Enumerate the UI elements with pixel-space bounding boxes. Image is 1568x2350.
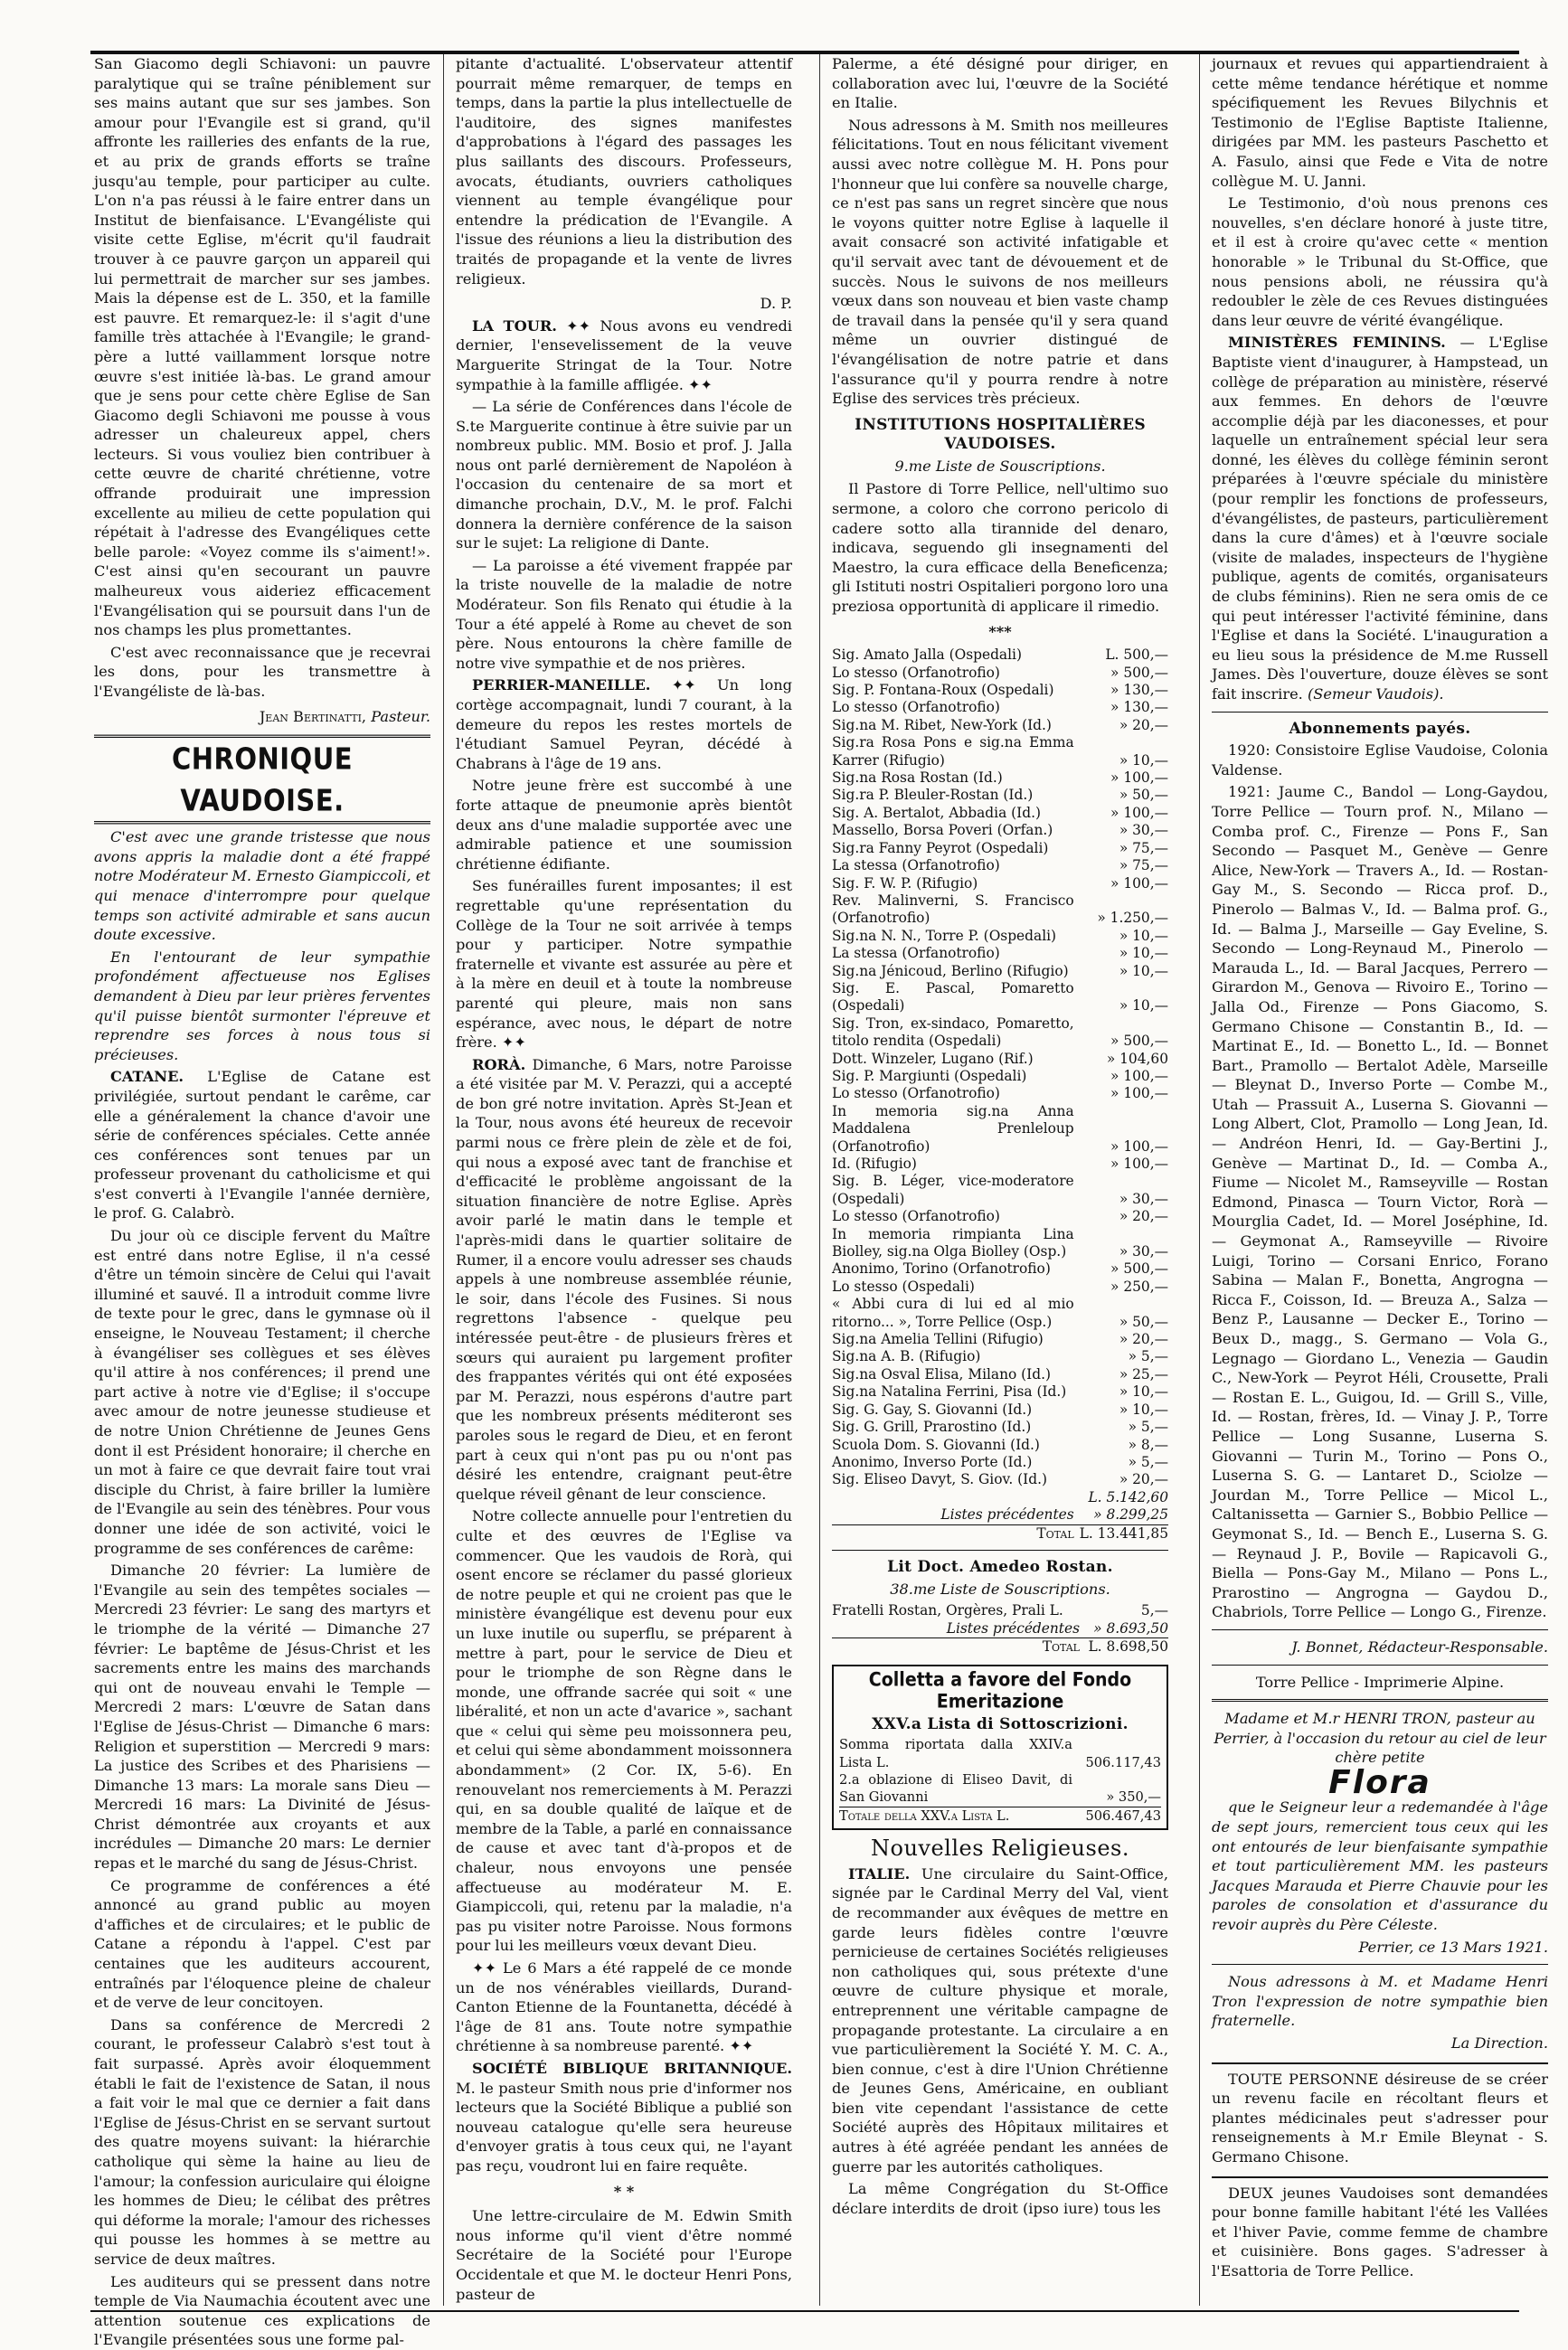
box-row: Totale della XXV.a Lista L. [839, 1807, 1072, 1825]
ledger-amount: » 8,— [1128, 1436, 1168, 1453]
section-heading: Nouvelles Religieuses. [871, 1836, 1129, 1862]
ledger-amount: » 500,— [1110, 1260, 1168, 1278]
box-title: Colletta a favore del Fondo Emeritazione [868, 1669, 1132, 1713]
ledger-row [832, 840, 1168, 857]
family-notice [1212, 1709, 1548, 2053]
ledger-name: Rev. Malinverni, S. Francisco (Orfanotrofio) [832, 892, 1074, 927]
ledger-row [832, 1051, 1168, 1068]
classified-ad [1212, 2176, 1548, 2281]
ledger-name: Sig.na Natalina Ferrini, Pisa (Id.) [832, 1383, 1067, 1401]
paragraph: ✦✦ Le 6 Mars a été rappelé de ce monde un de nos vénérables vieillards, Durand-Canton Etienne de la Fountanetta, décédé à l'âge de 81 ans. Toute notre sympathie chrétienne à sa nombreuse parenté. ✦✦ [456, 1959, 792, 2055]
ledger-row [832, 857, 1168, 874]
ledger-row [832, 980, 1168, 1015]
emeritazione-box [832, 1665, 1168, 1830]
ledger-row [832, 682, 1168, 699]
paragraph [456, 1055, 792, 1505]
ledger-amount: » 104,60 [1106, 1050, 1168, 1067]
ledger-name: Dott. Winzeler, Lugano (Rif.) [832, 1050, 1034, 1067]
lead-in: RORÀ. [472, 1055, 526, 1073]
ledger-name: Sig.na Osval Elisa, Milano (Id.) [832, 1365, 1052, 1383]
ledger-name: « Abbi cura di lui ed al mio ritorno... », Torre Pellice (Osp.) [832, 1296, 1074, 1330]
paragraph: Dimanche 20 février: La lumière de l'Evangile au sein des tempêtes sociales — Mercredi 23 février: Le sang des martyrs et le triomphe de la vérité — Dimanche 27 février: Le baptême de Jésus-Christ et les sacrements entre les mains des marchands qui ont de nouveau envahi le Temple — Mercredi 2 mars: L'œuvre de Satan dans l'Eglise de Jésus-Christ — Dimanche 6 mars: Religion et superstition — Mercredi 9 mars: La justice des Scribes et des Pharisiens — Dimanche 13 mars: La morale sans Dieu — Mercredi 16 mars: La Divinité de Jésus-Christ démontrée aux croyants et aux incrédules — Dimanche 20 mars: Le dernier repas et le marché du sang de Jésus-Christ. [94, 1562, 430, 1873]
paragraph: La même Congrégation du St-Office déclare interdits de droit (ipso iure) tous les [832, 2180, 1168, 2217]
paragraph: Il Pastore di Torre Pellice, nell'ultimo suo sermone, a coloro che corrono pericolo di cadere sotto alla tirannide del denaro, indicava, seguendo gli insegnamenti del Maestro, la cura efficace della Beneficenza; gli Istituti nostri Ospitalieri porgono loro una preziosa opportunità di applicare il rimedio. [832, 480, 1168, 616]
ledger-prev-label: Listes précédentes [946, 1619, 1080, 1637]
ledger-row [832, 892, 1168, 928]
ledger-name: Sig. A. Bertalot, Abbadia (Id.) [832, 804, 1041, 821]
ledger-name: Sig.na Amelia Tellini (Rifugio) [832, 1331, 1044, 1348]
divider [1212, 1629, 1548, 1630]
ledger-name: In memoria sig.na Anna Maddalena Prenleloup (Orfanotrofio) [832, 1102, 1074, 1155]
ledger-row [832, 1226, 1168, 1261]
signature: D. P. [760, 295, 792, 313]
paragraph-text: M. le pasteur Smith nous prie d'informer nos lecteurs que la Société Biblique a publié son nouveau catalogue qu'elle sera heureuse d'envoyer gratis à tous ceux qui, ne l'ayant pas reçu, voudront lui en faire requête. [456, 2079, 792, 2175]
ledger-row [832, 1348, 1168, 1365]
lead-in: CATANE. [110, 1068, 184, 1086]
paragraph-text: ✦✦ Un long cortège accompagnait, lundi 7 courant, à la demeure du repos les restes mortels de l'étudiant Samuel Peyran, décédé à Chabrans à l'âge de 19 ans. [456, 676, 792, 772]
paragraph: Une lettre-circulaire de M. Edwin Smith nous informe qu'il vient d'être nommé Secrétaire de la Société pour l'Europe Occidentale et que M. le docteur Henri Pons, pasteur de [456, 2207, 792, 2303]
ledger-name: Scuola Dom. S. Giovanni (Id.) [832, 1436, 1040, 1453]
column-4 [1212, 54, 1548, 2306]
section-banner: CHRONIQUE VAUDOISE. [94, 735, 430, 825]
paragraph [456, 2059, 792, 2176]
ledger-amount: » 130,— [1110, 682, 1168, 699]
ledger-amount: » 10,— [1119, 1401, 1168, 1418]
subscription-ledger [832, 646, 1168, 1543]
ledger-row [832, 699, 1168, 716]
paragraph-text: — L'Eglise Baptiste vient d'inaugurer, à Hampstead, un collège de préparation au ministère, réservé aux femmes. En dehors de l'œuvre accomplie déjà par les diaconesses, et pour laquelle un entraînement spécial leur sera donné, les élèves du collège féminin seront préparées à l'œuvre spéciale du ministère (pour remplir les fonctions de professeurs, d'évangélistes, de pasteurs, particulièrement dans la cure d'âmes) et à l'œuvre sociale (visite de malades, inspecteurs de l'hygiène publique, agents de comités, organisateurs de clubs féminins). Rien ne sera omis de ce qui peut intéresser l'activité féminine, dans l'Eglise et dans la Société. L'inauguration a eu lieu sous la présidence de M.me Russell James. Dès l'ouverture, douze élèves se sont fait inscrire. [1212, 334, 1548, 703]
ad-text: DEUX jeunes Vaudoises sont demandées pour bonne famille habitant l'été les Vallées et l'hiver Pavie, comme femme de chambre et cuisinière. Bons gages. S'adresser à l'Esattoria de Torre Pellice. [1212, 2184, 1548, 2279]
ledger-amount: » 100,— [1110, 804, 1168, 821]
ledger-row [832, 1402, 1168, 1419]
ledger-amount: 5,— [1140, 1602, 1168, 1619]
ledger-row [832, 1437, 1168, 1454]
ledger-amount: » 130,— [1110, 699, 1168, 716]
ledger-amount: » 10,— [1119, 997, 1168, 1015]
ledger-amount: » 250,— [1110, 1278, 1168, 1295]
ledger-row [832, 1331, 1168, 1348]
ledger-subtotal: L. 5.142,60 [1088, 1488, 1168, 1505]
paragraph: C'est avec reconnaissance que je recevrai les dons, pour les transmettre à l'Evangéliste de là-bas. [94, 643, 430, 700]
ledger-name: Anonimo, Inverso Porte (Id.) [832, 1453, 1033, 1470]
ledger-row [832, 1279, 1168, 1296]
ledger-total: L. 8.698,50 [1080, 1637, 1168, 1656]
classified-ad [1212, 2062, 1548, 2167]
paragraph: Du jour où ce disciple fervent du Maître est entré dans notre Eglise, il n'a cessé d'être un témoin sincère de Celui qui l'avait illuminé et sauvé. Il a introduit comme livre de texte pour le grec, dans le gymnase où il enseigne, le Nouveau Testament; il cherche à évangéliser ses collègues et ses élèves qu'il attire à nos conférences; il prend une part active à notre vie d'Eglise; il s'occupe avec amour de notre jeunesse studieuse et de notre Union Chrétienne de Jeunes Gens dont il est Président honoraire; il cherche en un mot à faire ce que devrait faire tout vrai disciple du Christ, à faire briller la lumière de l'Evangile au sein des ténèbres. Pour vous donner une idée de son activité, voici le programme de ses conférences de carême: [94, 1227, 430, 1557]
ledger-row [832, 769, 1168, 787]
ledger-row [832, 822, 1168, 839]
paragraph: Notre collecte annuelle pour l'entretien du culte et des œuvres de l'Eglise va commencer. Que les vaudois de Rorà, qui osent encore se réclamer du passé glorieux de notre peuple et qui ne croient pas que le ministère évangélique est devenu pour eux un luxe inutile ou superflu, se préparent à mettre à part, pour le service de Dieu et pour le triomphe de son Règne dans le monde, une offrande sacrée qui soit « une libéralité, et non un acte d'avarice », sachant que « celui qui sème peu moissonnera peu, et celui qui sème abondamment moissonnera abondamment» (2 Cor. IX, 5-6). En renouvelant nos remerciements à M. Perazzi qui, en sa double qualité de laïque et de membre de la Table, a parlé en connaissance de cause et avec tant d'à-propos et de chaleur, nous envoyons une pensée affectueuse au modérateur M. E. Giampiccoli, qui, retenu par la maladie, n'a pas pu visiter notre Paroisse. Nous formons pour lui les meilleurs vœux devant Dieu. [456, 1507, 792, 1955]
ledger-amount: » 75,— [1119, 857, 1168, 874]
box-amount: 506.117,43 [1085, 1754, 1161, 1770]
ledger-row [832, 717, 1168, 734]
ledger-amount: L. 500,— [1105, 646, 1168, 664]
box-amount: » 350,— [1106, 1789, 1161, 1806]
paragraph: Palerme, a été désigné pour diriger, en collaboration avec lui, l'œuvre de la Société en Italie. [832, 55, 1168, 112]
ledger-row [832, 646, 1168, 664]
ledger-amount: » 30,— [1119, 1190, 1168, 1207]
ledger-name: Sig. B. Léger, vice-moderatore (Ospedali) [832, 1173, 1074, 1207]
ledger-name: Lo stesso (Orfanotrofio) [832, 1085, 1000, 1102]
ledger-name: Sig. P. Margiunti (Ospedali) [832, 1067, 1027, 1084]
divider [1212, 712, 1548, 713]
ledger-name: Sig. G. Grill, Prarostino (Id.) [832, 1419, 1032, 1436]
box-row: 2.a oblazione di Eliseo Davit, di San Giovanni [839, 1771, 1072, 1806]
ledger-row [832, 1366, 1168, 1383]
ledger-amount: » 100,— [1110, 1156, 1168, 1172]
box-amount: 506.467,43 [1072, 1807, 1161, 1825]
paragraph: Notre jeune frère est succombé à une forte attaque de pneumonie après bientôt deux ans d'une maladie supportée avec une admirable patience et une soumission chrétienne édifiante. [456, 777, 792, 873]
notice-text: que le Seigneur leur a redemandée à l'âge de sept jours, remercient tous ceux qui les ont entourés de leur bienfaisante sympathie et tout particulièrement MM. les pasteurs Jacques Marauda et Pierre Chauvie pour les paroles de consolation et d'assurance du revoir auprès du Père Céleste. [1212, 1798, 1548, 1934]
source-note: (Semeur Vaudois). [1307, 685, 1444, 703]
paragraph: Dans sa conférence de Mercredi 2 courant, le professeur Calabrò s'est tout à fait surpassé. Après avoir éloquemment établi le fait de l'existence de Satan, il nous a fait voir le mal que ce dernier a fait dans l'Eglise de Jésus-Christ en se servant surtout des quatre moyens suivant: la hiérarchie catholique qui sème la haine au lieu de l'amour; la confession auriculaire qui éloigne les hommes de Dieu; le célibat des prêtres qui déforme la morale; l'amour des richesses qui pousse les hommes à se mettre au service de deux maîtres. [94, 2015, 430, 2268]
separator-stars: *** [988, 622, 1012, 640]
paragraph [94, 1067, 430, 1223]
paragraph-text: Une circulaire du Saint-Office, signée par le Cardinal Merry del Val, vient de recommander aux évêques de mettre en garde leurs fidèles contre l'œuvre pernicieuse de certaines Sociétés religieuses non catholiques qui, sous prétexte d'une œuvre de culture physique et morale, entreprennent une véritable campagne de propagande protestante. La circulaire a en vue particulièrement la Société Y. M. C. A., bien connue, c'est à dire l'Union Chrétienne de Jeunes Gens, Américaine, en oubliant bien vite cependant l'assistance de cette Société auprès des Hôpitaux militaires et autres à été agréée pendant les années de guerre par les autorités catholiques. [832, 1864, 1168, 2175]
ledger-row [832, 1173, 1168, 1208]
box-subtitle: XXV.a Lista di Sottoscrizioni. [872, 1714, 1129, 1733]
ledger-name: Sig.na M. Ribet, New-York (Id.) [832, 716, 1052, 733]
ledger-row [832, 1471, 1168, 1488]
ledger-total-label: Total [832, 1637, 1080, 1656]
paragraph-text: L'Eglise de Catane est privilégiée, surtout pendant le carême, car elle a généralement la chance d'avoir une série de conférences spéciales. Cette année ces conférences sont tenues par un professeur provenant du catholicisme et qui s'est converti à l'Evangile l'année dernière, le prof. G. Calabrò. [94, 1068, 430, 1222]
ledger-row [832, 928, 1168, 945]
lead-in: PERRIER-MANEILLE. [472, 676, 651, 694]
ledger-total: L. 13.441,85 [1074, 1524, 1168, 1543]
ledger-row [832, 665, 1168, 682]
box-ledger [839, 1736, 1161, 1825]
paragraph: Le Testimonio, d'où nous prenons ces nouvelles, s'en déclare honoré à juste titre, et il est à croire qu'avec cette « mention honorable » le Tribunal du St-Office, que nous pensions aboli, ne réussira qu'à redoubler le zèle de ces Revues distinguées dans leur œuvre de vérité évangélique. [1212, 194, 1548, 329]
paragraph [832, 1864, 1168, 2177]
lead-in: LA TOUR. [472, 316, 557, 335]
paragraph: 1920: Consistoire Eglise Vaudoise, Colonia Valdense. [1212, 741, 1548, 779]
notice-name: Flora [1328, 1763, 1431, 1801]
paragraph: — La série de Conférences dans l'école de S.te Marguerite continue à être suivie par un nombreux public. MM. Bosio et prof. J. Jalla nous ont parlé dernièrement de Napoléon à l'occasion du centenaire de sa mort et dimanche prochain, D.V., M. le prof. Falchi donnera la dernière conférence de la saison sur le sujet: La religione di Dante. [456, 398, 792, 552]
paragraph-text: ✦✦ Nous avons eu vendredi dernier, l'ensevelissement de la veuve Marguerite Stringat de la Tour. Notre sympathie à la famille affligée. ✦✦ [456, 316, 792, 393]
ledger-prev: » 8.299,25 [1093, 1506, 1168, 1524]
ledger-amount: » 100,— [1110, 874, 1168, 892]
ledger-amount: » 10,— [1119, 1383, 1168, 1401]
ledger-row [832, 1383, 1168, 1401]
column-1 [94, 54, 430, 2349]
ledger-row [832, 1085, 1168, 1102]
ledger-name: In memoria rimpianta Lina Biolley, sig.na Olga Biolley (Osp.) [832, 1225, 1074, 1260]
ledger-amount: » 20,— [1119, 716, 1168, 733]
signature [94, 707, 430, 727]
ledger-amount: » 100,— [1110, 1085, 1168, 1102]
ledger-amount: » 50,— [1119, 1313, 1168, 1330]
paragraph: Les auditeurs qui se pressent dans notre temple de Via Naumachia écoutent avec une attention soutenue ces explications de l'Evangile présentées sous une forme pal- [94, 2272, 430, 2349]
lead-in: MINISTÈRES FEMININS. [1228, 334, 1446, 352]
ledger-name: Lo stesso (Orfanotrofio) [832, 1208, 1000, 1225]
lead-in: SOCIÉTÉ BIBLIQUE BRITANNIQUE. [472, 2059, 792, 2077]
ledger-row [832, 1419, 1168, 1436]
ledger-total-label: Total [832, 1524, 1074, 1543]
intro-paragraph: C'est avec une grande tristesse que nous avons appris la maladie dont a été frappé notre Modérateur M. Ernesto Giampiccoli, et qui menace d'interrompre pour quelque temps son activité admirable et sans aucun doute excessive. [94, 828, 430, 944]
ledger-prev: » 8.693,50 [1093, 1619, 1168, 1637]
ledger-name: Sig. F. W. P. (Rifugio) [832, 874, 978, 892]
ledger-amount: » 5,— [1128, 1348, 1168, 1365]
paragraph [1212, 333, 1548, 703]
section-subtitle: 38.me Liste de Souscriptions. [890, 1580, 1110, 1598]
ledger-name: Sig. Eliseo Davyt, S. Giov. (Id.) [832, 1471, 1047, 1488]
box-row: Somma riportata dalla XXIV.a Lista L. [839, 1737, 1072, 1770]
paragraph [456, 316, 792, 394]
notice-text: Madame et M.r HENRI TRON, pasteur au Perrier, à l'occasion du retour au ciel de leur chère petite [1214, 1710, 1546, 1767]
ledger-amount: » 10,— [1119, 927, 1168, 944]
signature-name: Jean Bertinatti, [259, 707, 367, 725]
column-3 [832, 54, 1168, 2306]
separator-stars: * * [613, 2182, 635, 2200]
ledger-amount: » 20,— [1119, 1471, 1168, 1488]
ledger-amount: » 100,— [1110, 1137, 1168, 1155]
ledger-amount: » 50,— [1119, 787, 1168, 804]
ledger-name: Lo stesso (Orfanotrofio) [832, 664, 1000, 681]
section-title: INSTITUTIONS HOSPITALIÈRES VAUDOISES. [855, 415, 1146, 454]
ledger-amount: » 100,— [1110, 1067, 1168, 1084]
ledger-amount: » 5,— [1128, 1419, 1168, 1436]
paragraph: 1921: Jaume C., Bandol — Long-Gaydou, Torre Pellice — Tourn prof. N., Milano — Comba prof. C., Firenze — Pons F., San Secondo — Pasquet M., Genève — Genre Alice, New-York — Travers A., Id. — Rostan-Gay M., S. Secondo — Ricca prof. D., Pinerolo — Balmas V., Id. — Balma prof. G., Id. — Balma J., Marseille — Gay Eveline, S. Secondo — Long-Reynaud M., Pinerolo — Marauda L., Id. — Baral Jacques, Perrero — Girardon M., Genova — Rivoiro E., Torino — Jalla Od., Firenze — Pons Giacomo, S. Germano Chisone — Constantin B., Id. — Martinat E., Id. — Bonetto L., Id. — Bonnet Bart., Pramollo — Bertalot Adèle, Marseille — Bleynat D., Inverso Porte — Combe M., Utah — Prassuit A., Luserna S. Giovanni — Long Albert, Clot, Pramollo — Long Jean, Id. — Andréon Henri, Id. — Gay-Bertini J., Genève — Martinat D., Id. — Comba A., Fiume — Nicolet M., Ramseyville — Rostan Edmond, Pinasca — Tourn Victor, Rorà — Mourglia Cadet, Id. — Morel Joséphine, Id. — Geymonat A., Ramseyville — Rivoire Luigi, Torino — Corsani Enrico, Forano Sabina — Malan F., Bonetta, Angrogna — Ricca F., Coisson, Id. — Breuza A., Salza — Benz P., Lausanne — Decker E., Torino — Beux D., magg., S. Germano — Vola G., Legnago — Giordano L., Venezia — Gaudin C., New-York — Peyrot Héli, Crousette, Prali — Rostan E. L., Guigou, Id. — Grill S., Ville, Id. — Rostan, frères, Id. — Vinay J. P., Torre Pellice — Long Susanne, Luserna S. Giovanni — Turin M., Torino — Pons O., Luserna S. G. — Lantaret D., Sciolze — Jourdan M., Torre Pellice — Micol L., Caltanissetta — Garnier S., Bobbio Pellice — Geymonat S., Id. — Bench E., Luserna S. G. — Reynaud J. P., Bovile — Rapicavoli G., Biella — Pons-Gay M., Milano — Pons L., Prarostino — Angrogna — Gaydou D., Chabriols, Torre Pellice — Longo G., Firenze. [1212, 783, 1548, 1621]
paragraph: Ce programme de conférences a été annoncé au grand public au moyen d'affiches et de circulaires; et le public de Catane a répondu à l'appel. C'est par centaines que les auditeurs accourent, entraînés par l'éloquence pleine de chaleur et de verve de leur concitoyen. [94, 1876, 430, 2012]
divider [832, 1550, 1168, 1551]
paragraph: Nous adressons à M. Smith nos meilleures félicitations. Tout en nous félicitant vivement aussi avec notre collègue M. H. Pons pour l'honneur que lui confère sa nouvelle charge, ce n'est pas sans un regret sincère que nous le voyons quitter notre Eglise à laquelle il avait consacré son activité infatigable et qu'il servait avec tant de dévouement et de succès. Nous le suivons de nos meilleurs vœux dans son nouveau et bien vaste champ de travail dans la pensée qu'il y sera quand même un ouvrier distingué de l'évangélisation de notre patrie et dans l'assurance qu'il y pourra rendre à notre Eglise des services très précieux. [832, 116, 1168, 408]
ledger-name: Sig. E. Pascal, Pomaretto (Ospedali) [832, 979, 1074, 1015]
ledger-amount: » 1.250,— [1097, 910, 1168, 927]
column-divider [819, 54, 820, 2306]
ledger-amount: » 75,— [1119, 839, 1168, 856]
ledger-amount: » 20,— [1119, 1208, 1168, 1225]
ledger-row [832, 875, 1168, 892]
ledger-row [832, 1156, 1168, 1173]
column-divider [443, 54, 444, 2306]
ledger-amount: » 30,— [1119, 1243, 1168, 1260]
rostan-ledger [832, 1602, 1168, 1656]
ledger-name: Sig.ra Rosa Pons e sig.na Emma Karrer (Rifugio) [832, 734, 1074, 769]
ledger-row [832, 963, 1168, 980]
ledger-row [832, 1015, 1168, 1051]
paragraph: journaux et revues qui appartiendraient à cette même tendance hérétique et nomme spécifiquement les Revues Bilychnis et Testimonio de l'Eglise Baptiste Italienne, dirigées par MM. les pasteurs Paschetto et A. Fasulo, ainsi que Fede e Vita de notre collègue M. U. Janni. [1212, 55, 1548, 190]
divider [1212, 1665, 1548, 1666]
ledger-row [832, 945, 1168, 962]
ledger-name: Sig.ra P. Bleuler-Rostan (Id.) [832, 787, 1034, 804]
ledger-row [832, 1260, 1168, 1278]
ledger-row [832, 1454, 1168, 1471]
ledger-amount: » 500,— [1110, 1033, 1168, 1050]
column-divider [1199, 54, 1200, 2306]
ledger-name: Lo stesso (Orfanotrofio) [832, 699, 1000, 716]
ledger-name: Lo stesso (Ospedali) [832, 1278, 975, 1295]
ledger-name: La stessa (Orfanotrofio) [832, 945, 1000, 962]
paragraph: pitante d'actualité. L'observateur attentif pourrait même remarquer, de temps en temps, dans la partie la plus intellectuelle de l'auditoire, des signes manifestes d'approbations à l'égard des passages les plus saillants des discours. Professeurs, avocats, étudiants, ouvriers catholiques viennent au temple évangélique pour entendre la prédication de l'Evangile. A l'issue des réunions a lieu la distribution des traités de propagande et la vente de livres religieux. [456, 55, 792, 288]
ledger-amount: » 10,— [1119, 945, 1168, 962]
ledger-row [832, 805, 1168, 822]
lead-in: ITALIE. [848, 1864, 911, 1883]
section-title: Lit Doct. Amedeo Rostan. [887, 1557, 1113, 1576]
ledger-name: Sig. Amato Jalla (Ospedali) [832, 646, 1022, 664]
ledger-name: Sig. Tron, ex-sindaco, Pomaretto, titolo rendita (Ospedali) [832, 1015, 1074, 1050]
ledger-name: Anonimo, Torino (Orfanotrofio) [832, 1260, 1051, 1278]
ledger-amount: » 5,— [1128, 1453, 1168, 1470]
intro-paragraph: En l'entourant de leur sympathie profondément affectueuse nos Eglises demandent à Dieu par leur prières ferventes qu'il puisse bientôt surmonter l'épreuve et reprendre ses forces à nous tous si précieuses. [94, 948, 430, 1063]
ledger-amount: » 25,— [1119, 1365, 1168, 1383]
paragraph-text: Dimanche, 6 Mars, notre Paroisse a été visitée par M. V. Perazzi, qui a accepté de bon gré notre invitation. Après St-Jean et la Tour, nous avons été heureux de recevoir parmi nous ce frère plein de zèle et de foi, qui nous a exposé avec tant de franchise et d'efficacité le problème angoissant de la situation financière de notre Eglise. Après avoir parlé le matin dans le temple et l'après-midi dans le quartier solitaire de Rumer, il a encore voulu adresser ses chauds appels à une nombreuse assemblée réunie, le soir, dans l'école des Fusines. Si nous regrettons l'absence - quelque peu intéressée peut-être - de plusieurs frères et sœurs qui auraient pu largement profiter des frappantes vérités qui ont été exposées par M. Perazzi, nous espérons d'autre part que les nombreux présents méditeront ses paroles sous le regard de Dieu, et en feront part à ceux qui n'ont pas pu ou n'ont pas désiré les entendre, craignant peut-être quelque réveil gênant de leur conscience. [456, 1055, 792, 1503]
ledger-row [832, 1208, 1168, 1225]
paragraph: Ses funérailles furent imposantes; il est regrettable qu'une représentation du Collège de la Tour ne soit arrivée à temps pour y participer. Notre sympathie fraternelle et vivante est assurée au père et à la mère en deuil et à toute la nombreuse parenté qui pleure, mais non sans espérance, avec nous, le départ de notre frère. ✦✦ [456, 877, 792, 1052]
ledger-row [832, 787, 1168, 804]
ledger-name: Massello, Borsa Poveri (Orfan.) [832, 822, 1053, 839]
ledger-amount: » 30,— [1119, 822, 1168, 839]
ledger-name: Fratelli Rostan, Orgères, Prali L. [832, 1602, 1063, 1619]
ledger-row [832, 1068, 1168, 1085]
ledger-name: Sig.ra Fanny Peyrot (Ospedali) [832, 839, 1049, 856]
notice-signature: La Direction. [1450, 2034, 1548, 2052]
imprint-line: Torre Pellice - Imprimerie Alpine. [1255, 1673, 1505, 1691]
ledger-row [832, 734, 1168, 769]
notice-text: Nous adressons à M. et Madame Henri Tron l'expression de notre sympathie bien fraternelle. [1212, 1973, 1548, 2030]
ledger-name: La stessa (Orfanotrofio) [832, 857, 1000, 874]
ledger-amount: » 10,— [1119, 962, 1168, 979]
paragraph: San Giacomo degli Schiavoni: un pauvre paralytique qui se traîne péniblement sur ses mains autant que sur ses jambes. Son amour pour l'Evangile est si grand, qu'il affronte les railleries des enfants de la rue, et au prix de grands efforts se traîne jusqu'au temple, pour participer au culte. L'on n'a pas réussi à le faire entrer dans un Institut de bienfaisance. L'Evangéliste qui visite cette Eglise, m'écrit qu'il faudrait trouver à ce pauvre garçon un appareil qui lui permettrait de marcher sur ses jambes. Mais la dépense est de L. 350, et la famille est pauvre. Et remarquez-le: il s'agit d'une famille très attachée à l'Evangile; le grand-père a lutté vaillamment lorsque notre œuvre s'est initiée là-bas. Le grand amour que je sens pour cette chère Eglise de San Giacomo degli Schiavoni me pousse à vous adresser un chaleureux appel, chers lecteurs. Si vous vouliez bien contribuer à cette œuvre de charité chrétienne, votre offrande produirait une impression excellente au milieu de cette population qui répétait à l'adresse des Evangéliques cette belle parole: «Voyez comme ils s'aiment!». C'est ainsi qu'en secourant un pauvre malheureux vous aideriez efficacement l'Evangélisation qui se poursuit dans l'un de nos champs les plus promettantes. [94, 55, 430, 639]
section-subtitle: 9.me Liste de Souscriptions. [894, 457, 1106, 475]
editor-line: J. Bonnet, Rédacteur-Responsable. [1291, 1637, 1548, 1656]
ledger-amount: » 100,— [1110, 769, 1168, 787]
divider [1212, 1699, 1548, 1702]
ledger-name: Sig.na Jénicoud, Berlino (Rifugio) [832, 962, 1069, 979]
paragraph [456, 675, 792, 773]
ledger-amount: » 10,— [1119, 751, 1168, 769]
ledger-name: Sig.na A. B. (Rifugio) [832, 1348, 981, 1365]
signature-role: Pasteur. [371, 707, 430, 725]
divider [1212, 1964, 1548, 1965]
ledger-row [832, 1103, 1168, 1156]
notice-date: Perrier, ce 13 Mars 1921. [1358, 1938, 1548, 1956]
ledger-amount: » 500,— [1110, 664, 1168, 681]
paragraph: — La paroisse a été vivement frappée par la triste nouvelle de la maladie de notre Modérateur. Son fils Renato qui étudie à la Tour a été appelé à Rome au chevet de son père. Nous entourons la chère famille de notre vive sympathie et de nos prières. [456, 556, 792, 672]
ledger-name: Sig.na Rosa Rostan (Id.) [832, 769, 1003, 787]
bottom-rule [90, 2310, 1519, 2312]
ledger-name: Sig. P. Fontana-Roux (Ospedali) [832, 682, 1054, 699]
ledger-name: Sig.na N. N., Torre P. (Ospedali) [832, 927, 1057, 944]
ledger-prev-label: Listes précédentes [940, 1506, 1074, 1524]
column-2 [456, 54, 792, 2306]
ad-text: TOUTE PERSONNE désireuse de se créer un revenu facile en récoltant fleurs et plantes médicinales peut s'adresser pour renseignements à M.r Emile Bleynat - S. Germano Chisone. [1212, 2070, 1548, 2166]
section-title: Abonnements payés. [1289, 719, 1471, 738]
ledger-name: Id. (Rifugio) [832, 1156, 917, 1172]
ledger-row [832, 1296, 1168, 1331]
ledger-amount: » 20,— [1119, 1331, 1168, 1348]
ledger-name: Sig. G. Gay, S. Giovanni (Id.) [832, 1401, 1033, 1418]
